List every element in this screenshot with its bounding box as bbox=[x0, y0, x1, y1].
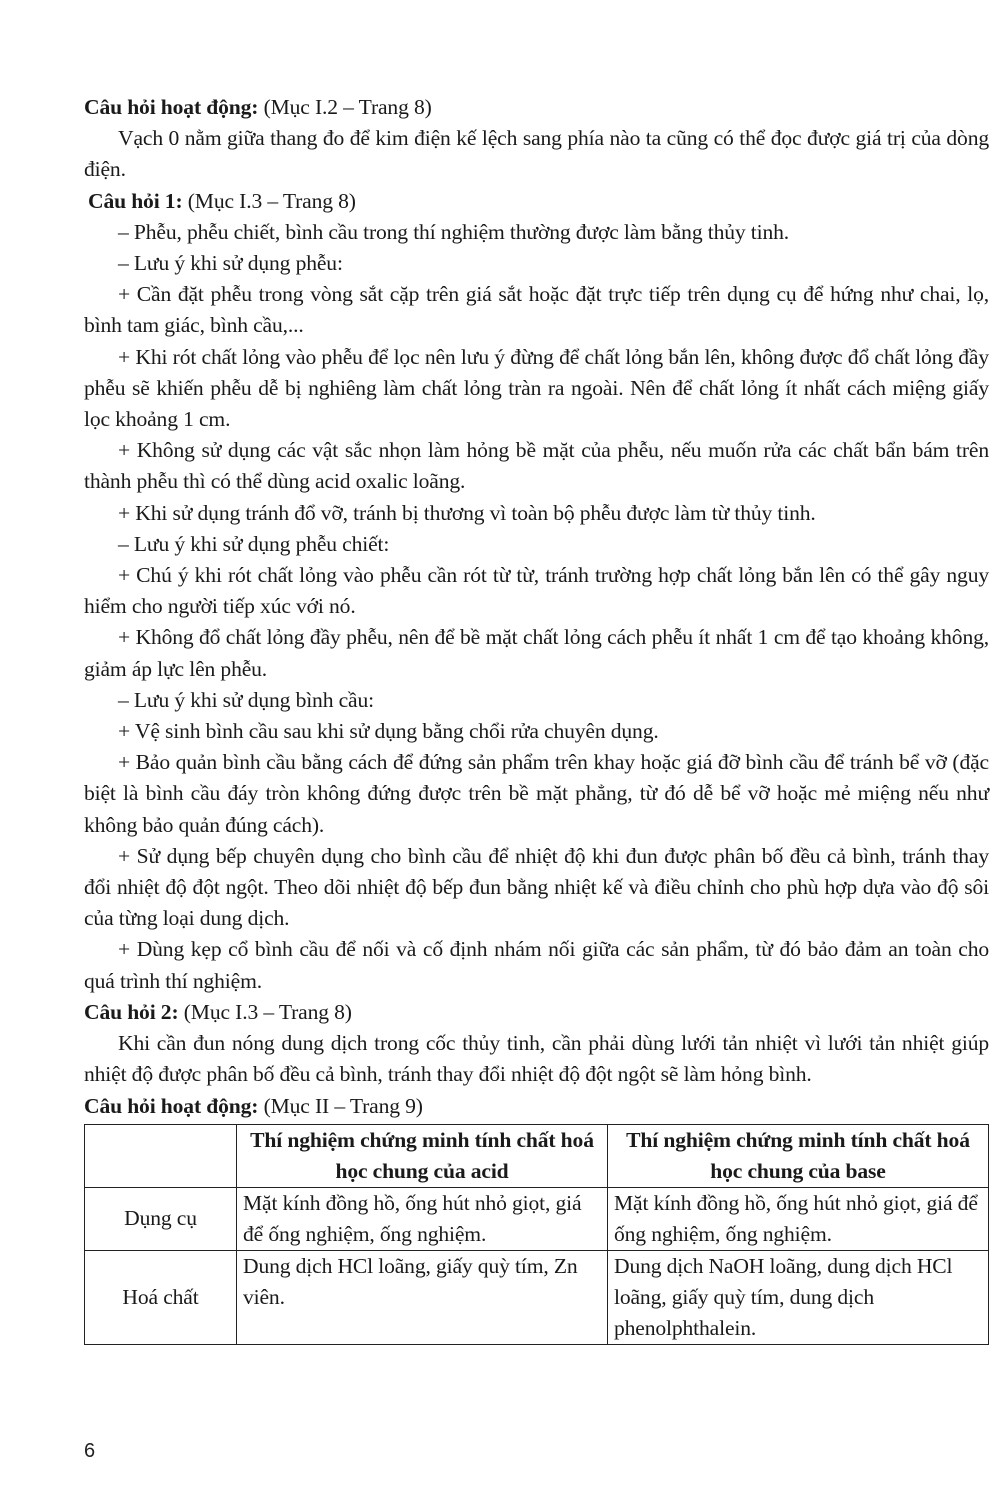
paragraph: + Sử dụng bếp chuyên dụng cho bình cầu để nhiệt độ khi đun được phân bố đều cả bình, tránh thay đổi nhiệt độ đột ngột. Theo dõi nhiệt độ bếp đun bằng nhiệt kế và điều chỉnh cho phù hợp dựa vào độ sôi của từng loại dung dịch. bbox=[84, 843, 989, 931]
heading-label: Câu hỏi 1: bbox=[88, 188, 183, 213]
section-heading bbox=[84, 186, 989, 217]
table-header-acid: Thí nghiệm chứng minh tính chất hoá học chung của acid bbox=[237, 1124, 608, 1187]
paragraph: Vạch 0 nằm giữa thang đo để kim điện kế lệch sang phía nào ta cũng có thể đọc được giá trị của dòng điện. bbox=[84, 126, 989, 182]
paragraph: – Lưu ý khi sử dụng phễu: bbox=[118, 251, 343, 276]
table-header-base: Thí nghiệm chứng minh tính chất hoá học chung của base bbox=[608, 1124, 989, 1187]
comparison-table bbox=[84, 1124, 989, 1345]
paragraph: + Khi sử dụng tránh đổ vỡ, tránh bị thương vì toàn bộ phễu được làm từ thủy tinh. bbox=[118, 500, 816, 525]
page-number: 6 bbox=[84, 1440, 96, 1462]
paragraph: + Khi rót chất lỏng vào phễu để lọc nên lưu ý đừng để chất lỏng bắn lên, không được đổ chất lỏng đầy phễu sẽ khiến phễu dễ bị nghiêng làm chất lỏng tràn ra ngoài. Nên để chất lỏng ít nhất cách miệng giấy lọc khoảng 1 cm. bbox=[84, 344, 989, 432]
section-heading bbox=[84, 92, 989, 123]
table-header-row bbox=[85, 1124, 989, 1187]
table-header-empty bbox=[85, 1124, 237, 1187]
table-cell-acid: Dung dịch HCl loãng, giấy quỳ tím, Zn viên. bbox=[237, 1250, 608, 1344]
paragraph: + Chú ý khi rót chất lỏng vào phễu cần rót từ từ, tránh trường hợp chất lỏng bắn lên có thể gây nguy hiểm cho người tiếp xúc với nó. bbox=[84, 563, 989, 619]
paragraph: – Phễu, phễu chiết, bình cầu trong thí nghiệm thường được làm bằng thủy tinh. bbox=[118, 219, 790, 244]
heading-ref: (Mục I.3 – Trang 8) bbox=[183, 999, 352, 1024]
heading-label: Câu hỏi hoạt động: bbox=[84, 1093, 259, 1118]
paragraph: + Cần đặt phễu trong vòng sắt cặp trên giá sắt hoặc đặt trực tiếp trên dụng cụ để hứng như chai, lọ, bình tam giác, bình cầu,... bbox=[84, 282, 989, 338]
paragraph: + Bảo quản bình cầu bằng cách để đứng sản phẩm trên khay hoặc giá đỡ bình cầu để tránh bể vỡ (đặc biệt là bình cầu đáy tròn không đứng được trên bề mặt phẳng, từ đó dễ bể vỡ hoặc mẻ miệng nếu như không bảo quản đúng cách). bbox=[84, 750, 989, 837]
document-page bbox=[84, 92, 989, 1345]
paragraph: + Dùng kẹp cổ bình cầu để nối và cố định nhám nối giữa các sản phẩm, từ đó bảo đảm an toàn cho quá trình thí nghiệm. bbox=[84, 937, 989, 993]
paragraph: Khi cần đun nóng dung dịch trong cốc thủy tinh, cần phải dùng lưới tản nhiệt vì lưới tản nhiệt giúp nhiệt độ được phân bố đều cả bình, tránh thay đổi nhiệt độ đột ngột sẽ làm hỏng bình. bbox=[84, 1031, 989, 1087]
heading-ref: (Mục I.3 – Trang 8) bbox=[187, 188, 356, 213]
heading-label: Câu hỏi hoạt động: bbox=[84, 95, 259, 119]
paragraph: – Lưu ý khi sử dụng bình cầu: bbox=[118, 687, 374, 712]
table-row-label: Hoá chất bbox=[85, 1250, 237, 1344]
section-heading bbox=[84, 997, 989, 1028]
section-heading bbox=[84, 1091, 989, 1122]
table-row bbox=[85, 1187, 989, 1250]
heading-label: Câu hỏi 2: bbox=[84, 999, 179, 1024]
table-cell-base: Dung dịch NaOH loãng, dung dịch HCl loãng, giấy quỳ tím, dung dịch phenolphthalein. bbox=[608, 1250, 989, 1344]
table-row-label: Dụng cụ bbox=[85, 1187, 237, 1250]
table-cell-base: Mặt kính đồng hồ, ống hút nhỏ giọt, giá để ống nghiệm, ống nghiệm. bbox=[608, 1187, 989, 1250]
heading-ref: (Mục I.2 – Trang 8) bbox=[263, 95, 432, 119]
paragraph: + Không sử dụng các vật sắc nhọn làm hỏng bề mặt của phễu, nếu muốn rửa các chất bẩn bám trên thành phễu thì có thể dùng acid oxalic loãng. bbox=[84, 438, 989, 494]
table-cell-acid: Mặt kính đồng hồ, ống hút nhỏ giọt, giá để ống nghiệm, ống nghiệm. bbox=[237, 1187, 608, 1250]
paragraph: + Không đổ chất lỏng đầy phễu, nên để bề mặt chất lỏng cách phễu ít nhất 1 cm để tạo khoảng không, giảm áp lực lên phễu. bbox=[84, 625, 989, 681]
paragraph: – Lưu ý khi sử dụng phễu chiết: bbox=[118, 531, 390, 556]
heading-ref: (Mục II – Trang 9) bbox=[263, 1093, 423, 1118]
paragraph: + Vệ sinh bình cầu sau khi sử dụng bằng chổi rửa chuyên dụng. bbox=[118, 719, 659, 744]
table-row bbox=[85, 1250, 989, 1344]
